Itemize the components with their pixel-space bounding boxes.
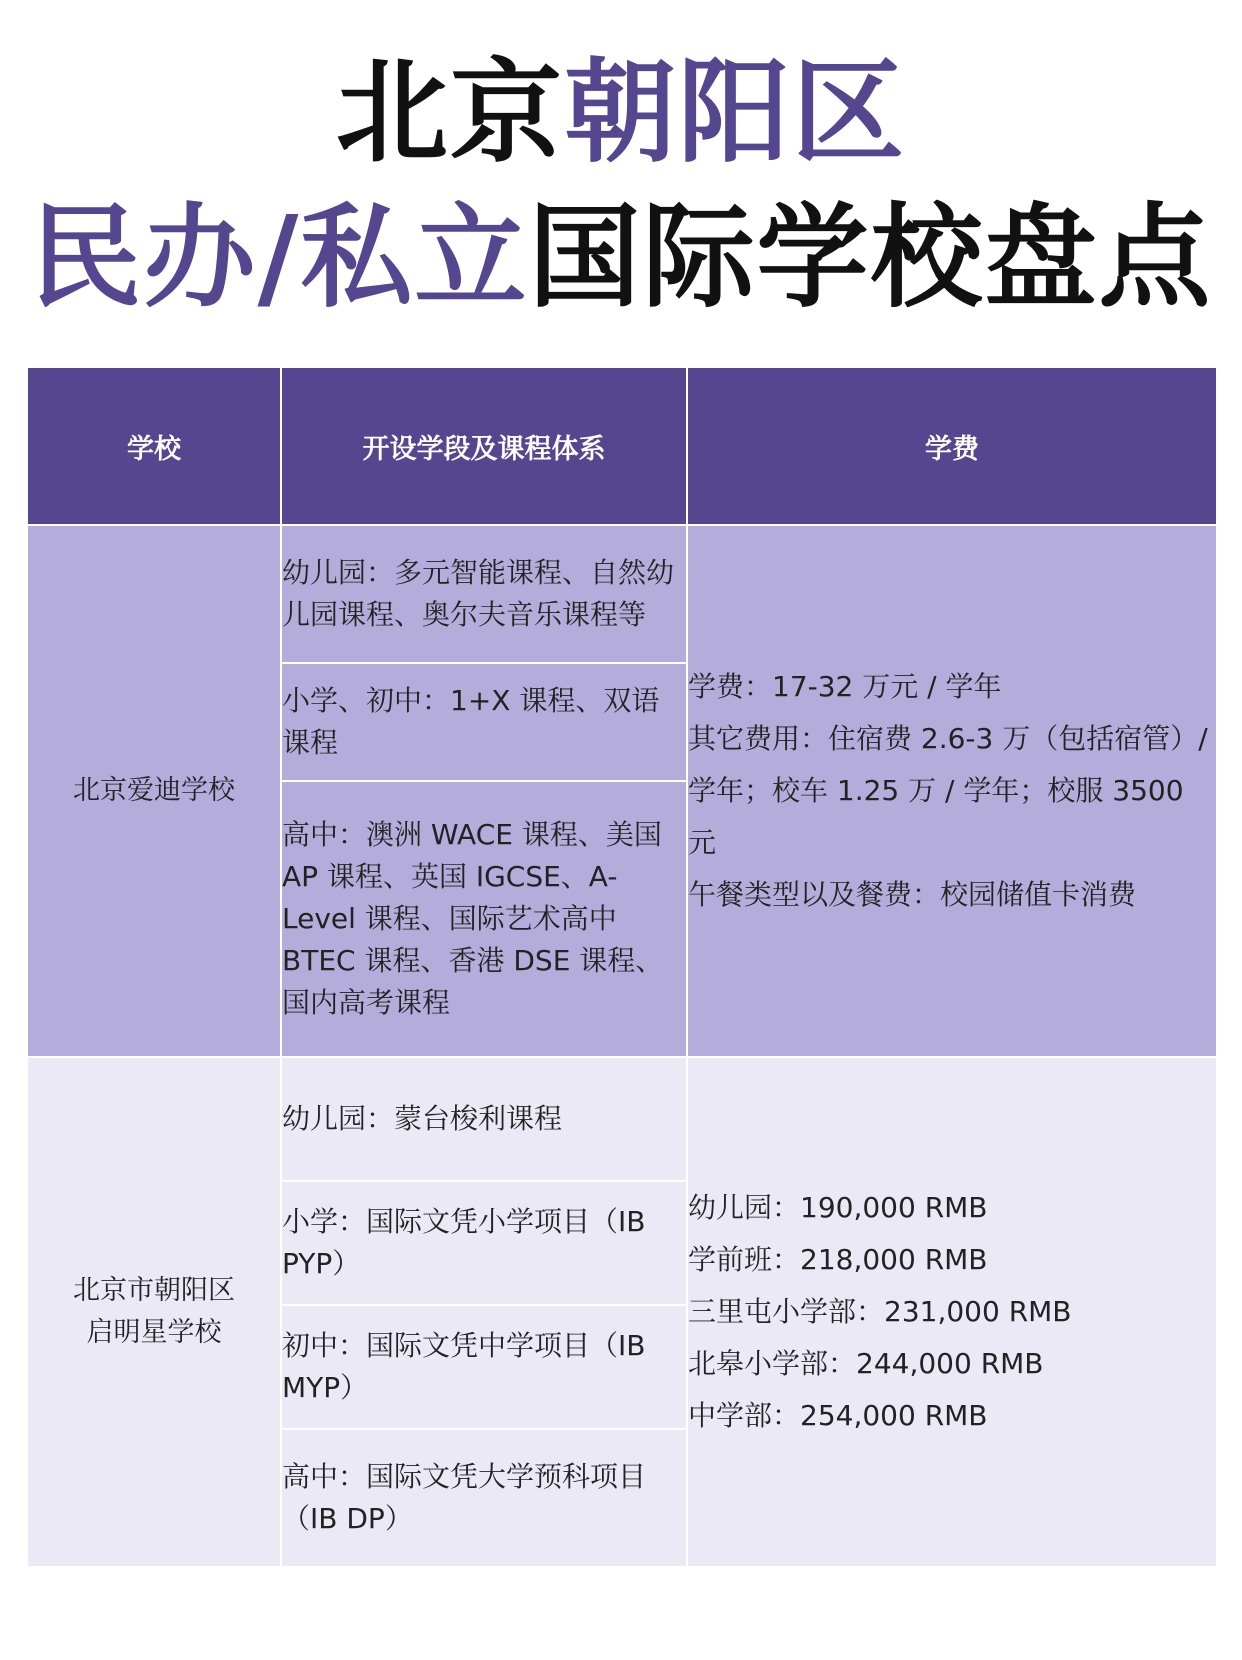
fee-line: 午餐类型以及餐费：校园储值卡消费 (688, 878, 1137, 911)
fee-line: 北皋小学部：244,000 RMB (688, 1347, 1044, 1380)
schools-table (26, 366, 1218, 1568)
fee-cell (687, 1057, 1217, 1567)
course-cell-primary: 小学：国际文凭小学项目（IB PYP） (281, 1181, 687, 1305)
course-cell-middle: 初中：国际文凭中学项目（IB MYP） (281, 1305, 687, 1429)
fee-line: 中学部：254,000 RMB (688, 1399, 988, 1432)
course-cell-high: 高中：国际文凭大学预科项目（IB DP） (281, 1429, 687, 1567)
title-beijing: 北京 (336, 48, 564, 178)
fee-line: 学前班：218,000 RMB (688, 1243, 988, 1276)
title-private: 民办/私立 (29, 193, 529, 323)
course-cell-high-school: 高中：澳洲 WACE 课程、美国 AP 课程、英国 IGCSE、A-Level 课程、国际艺术高中 BTEC 课程、香港 DSE 课程、国内高考课程 (281, 781, 687, 1057)
header-curriculum: 开设学段及课程体系 (281, 367, 687, 525)
school-name-cell (27, 1057, 281, 1567)
school-name-line: 北京市朝阳区 (73, 1275, 235, 1306)
title-schools-review: 国际学校盘点 (528, 193, 1213, 323)
page-title-line-2 (0, 193, 1242, 323)
table-row (27, 1057, 1217, 1181)
fee-line: 三里屯小学部：231,000 RMB (688, 1295, 1072, 1328)
fee-cell (687, 525, 1217, 1057)
table-row (27, 525, 1217, 663)
course-cell-primary-middle: 小学、初中：1+X 课程、双语课程 (281, 663, 687, 781)
title-chaoyang: 朝阳区 (564, 48, 906, 178)
page-title-line-1 (0, 48, 1242, 178)
course-cell-kindergarten: 幼儿园：多元智能课程、自然幼儿园课程、奥尔夫音乐课程等 (281, 525, 687, 663)
school-name-line: 启明星学校 (86, 1317, 222, 1348)
header-tuition: 学费 (687, 367, 1217, 525)
fee-line: 学费：17-32 万元 / 学年 (688, 670, 1002, 703)
school-name-cell (27, 525, 281, 1057)
course-cell-kindergarten: 幼儿园：蒙台梭利课程 (281, 1057, 687, 1181)
fee-line: 其它费用：住宿费 2.6-3 万（包括宿管）/ 学年；校车 1.25 万 / 学年；校服 3500 元 (688, 722, 1208, 859)
fee-line: 幼儿园：190,000 RMB (688, 1191, 988, 1224)
school-name: 北京爱迪学校 (73, 775, 235, 806)
header-school: 学校 (27, 367, 281, 525)
table-header-row (27, 367, 1217, 525)
